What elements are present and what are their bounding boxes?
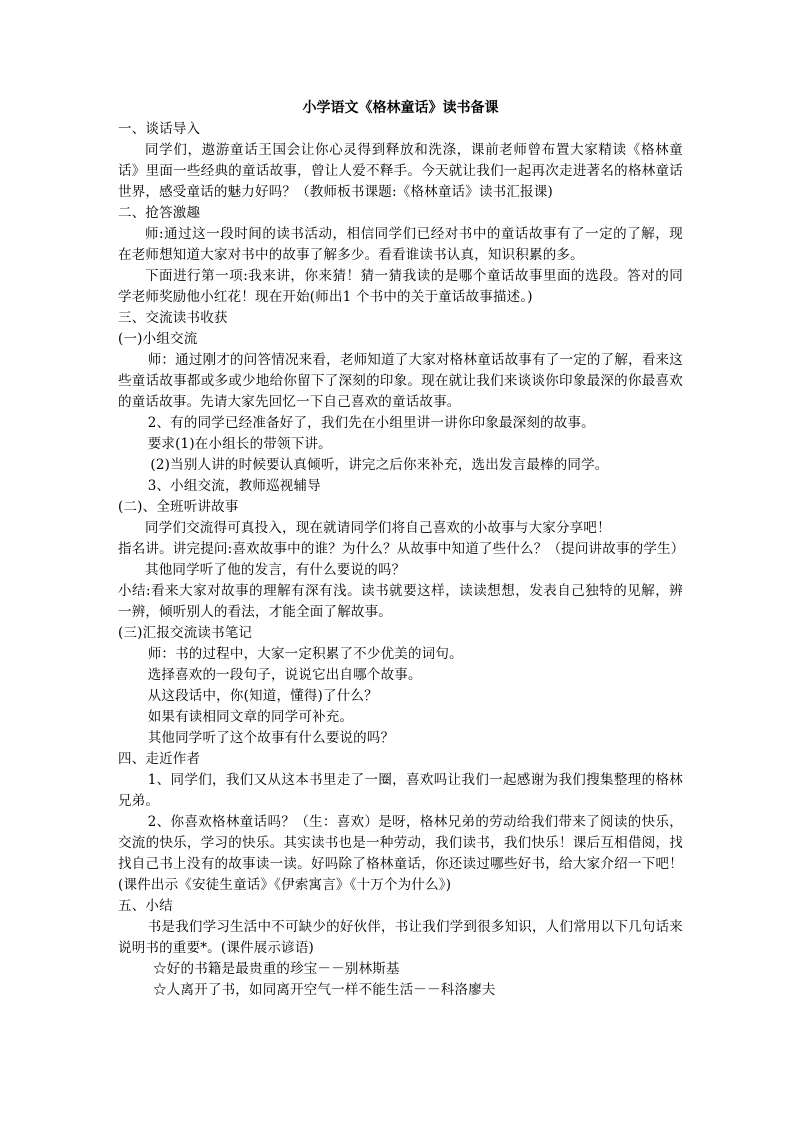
- section-heading-or-line: 四、走近作者: [118, 751, 201, 767]
- section-heading-or-line: (三)汇报交流读书笔记: [118, 625, 253, 641]
- paragraph: 同学们，遨游童话王国会让你心灵得到释放和洗涤，课前老师曾布置大家精读《格林童话》里面一些经典的童话故事，曾让人爱不释手。今天就让我们一起再次走进著名的格林童话世界，感受童话的魅力好吗？（教师板书课题:《格林童话》读书汇报课): [118, 142, 683, 200]
- paragraph: 师：书的过程中，大家一定积累了不少优美的词句。: [147, 646, 463, 662]
- paragraph: 同学们交流得可真投入，现在就请同学们将自己喜欢的小故事与大家分享吧！: [145, 520, 611, 536]
- paragraph: 师：通过刚才的问答情况来看，老师知道了大家对格林童话故事有了一定的了解，看来这些童话故事都或多或少地给你留下了深刻的印象。现在就让我们来谈谈你印象最深的你最喜欢的童话故事。先请大家先回忆一下自己喜欢的童话故事。: [118, 352, 683, 410]
- section-heading-or-line: (一)小组交流: [118, 331, 198, 347]
- paragraph: 如果有读相同文章的同学可补充。: [147, 709, 354, 725]
- paragraph: ☆人离开了书，如同离开空气一样不能生活－－科洛廖夫: [153, 982, 496, 998]
- section-heading-or-line: 三、交流读书收获: [118, 310, 228, 326]
- paragraph: 从这段话中，你(知道，懂得)了什么？: [147, 688, 378, 704]
- paragraph: 师:通过这一段时间的读书活动，相信同学们已经对书中的童话故事有了一定的了解，现在老师想知道大家对书中的故事了解多少。看看谁读书认真，知识积累的多。: [118, 226, 683, 263]
- section-heading-or-line: 五、小结: [118, 898, 173, 914]
- paragraph: 下面进行第一项:我来讲，你来猜！猜一猜我读的是哪个童话故事里面的选段。答对的同学老师奖励他小红花！现在开始(师出1 个书中的关于童话故事描述。): [118, 268, 683, 305]
- paragraph: 1、同学们，我们又从这本书里走了一圈，喜欢吗让我们一起感谢为我们搜集整理的格林兄弟。: [118, 772, 683, 809]
- document-title: 小学语文《格林童话》读书备课: [302, 100, 499, 116]
- paragraph: 书是我们学习生活中不可缺少的好伙伴，书让我们学到很多知识，人们常用以下几句话来说明书的重要*。(课件展示谚语): [118, 919, 683, 956]
- paragraph: 其他同学听了这个故事有什么要说的吗？: [147, 730, 395, 746]
- section-heading-or-line: 二、抢答激趣: [118, 205, 201, 221]
- section-heading-or-line: (二)、全班听讲故事: [118, 499, 239, 515]
- document-body: [118, 119, 683, 1001]
- section-heading-or-line: 一、谈话导入: [118, 121, 201, 137]
- paragraph: ☆好的书籍是最贵重的珍宝－－别林斯基: [153, 961, 400, 977]
- paragraph: 2、有的同学已经准备好了，我们先在小组里讲一讲你印象最深刻的故事。: [147, 415, 595, 431]
- paragraph: 其他同学听了他的发言，有什么要说的吗？: [145, 562, 406, 578]
- paragraph: (2)当别人讲的时候要认真倾听，讲完之后你来补充，选出发言最棒的同学。: [150, 457, 609, 473]
- section-heading-or-line: 小结:看来大家对故事的理解有深有浅。读书就要这样，读读想想，发表自己独特的见解，辨一辨，倾听别人的看法，才能全面了解故事。: [118, 583, 683, 620]
- paragraph: 要求(1)在小组长的带领下讲。: [147, 436, 332, 452]
- paragraph: 3、小组交流，教师巡视辅导: [147, 478, 321, 494]
- document-page: [118, 98, 683, 1001]
- paragraph: 2、你喜欢格林童话吗？（生：喜欢）是呀，格林兄弟的劳动给我们带来了阅读的快乐，交流的快乐，学习的快乐。其实读书也是一种劳动，我们读书，我们快乐！课后互相借阅，找找自己书上没有的故事读一读。好吗除了格林童话，你还读过哪些好书，给大家介绍一下吧！(课件出示《安徒生童话》《伊索寓言》《十万个为什么》): [118, 814, 683, 893]
- section-heading-or-line: 指名讲。讲完提问:喜欢故事中的谁？为什么？从故事中知道了些什么？（提问讲故事的学生）: [118, 541, 685, 557]
- paragraph: 选择喜欢的一段句子，说说它出自哪个故事。: [147, 667, 422, 683]
